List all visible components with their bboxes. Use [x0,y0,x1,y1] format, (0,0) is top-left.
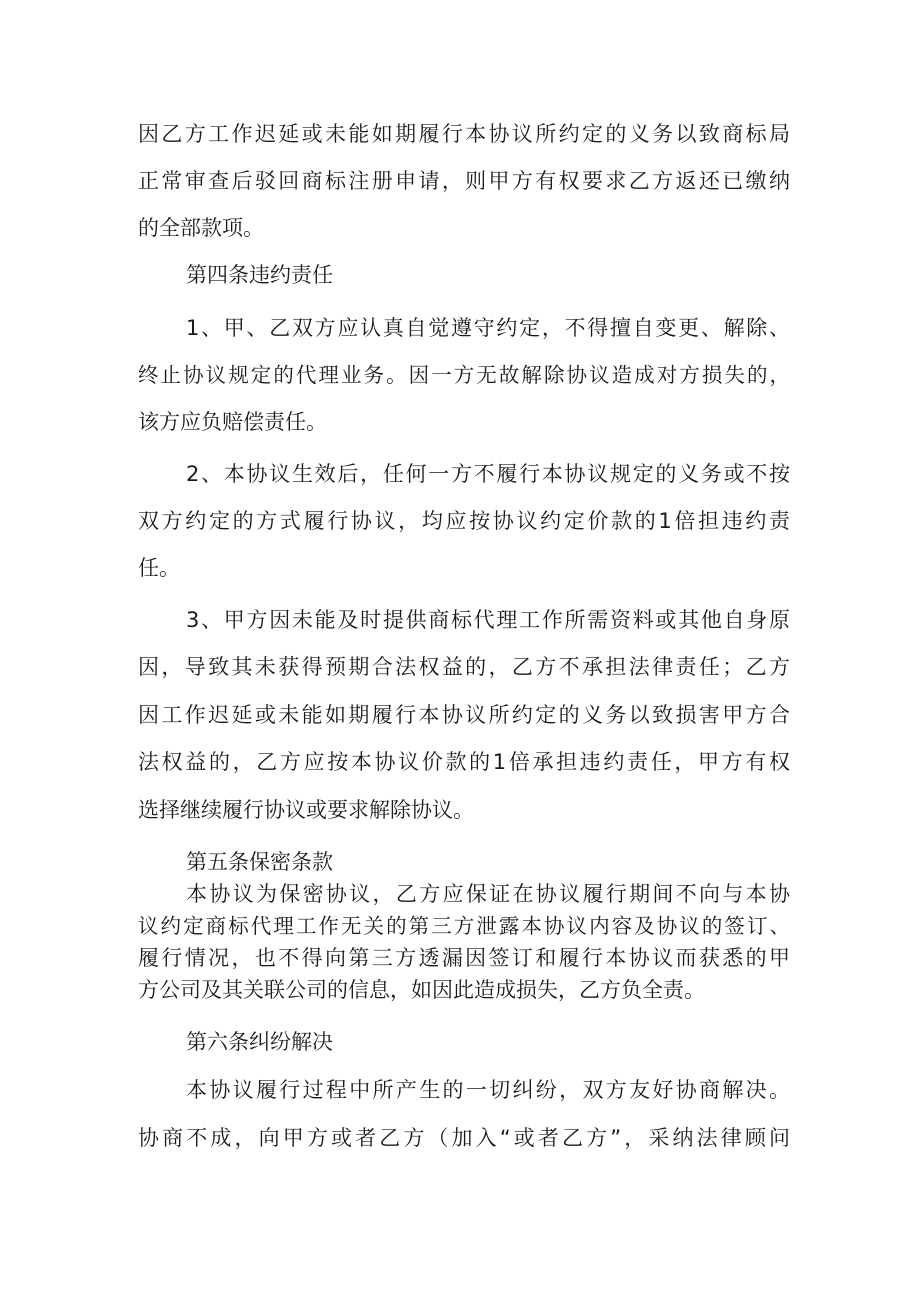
text-line: 该方应负赔偿责任。 [138,410,327,434]
text-line: 因工作迟延或未能如期履行本协议所约定的义务以致损害甲方合 [138,703,790,727]
text-line: 法权益的，乙方应按本协议价款的1倍承担违约责任，甲方有权 [138,750,790,774]
text-line: 3、甲方因未能及时提供商标代理工作所需资料或其他自身原 [186,608,790,632]
text-line: 的全部款项。 [138,216,264,240]
text-line: 选择继续履行协议或要求解除协议。 [138,798,474,822]
text-line: 任。 [138,556,180,580]
article-heading: 第四条违约责任 [186,263,333,287]
text-line: 2、本协议生效后，任何一方不履行本协议规定的义务或不按 [186,462,790,486]
text-line: 因乙方工作迟延或未能如期履行本协议所约定的义务以致商标局 [138,122,790,146]
text-line: 协商不成，向甲方或者乙方（加入“或者乙方”，采纳法律顾问 [138,1126,790,1150]
text-line: 1、甲、乙双方应认真自觉遵守约定，不得擅自变更、解除、 [186,316,790,340]
text-line: 本协议为保密协议，乙方应保证在协议履行期间不向与本协 [186,882,790,906]
text-line: 正常审查后驳回商标注册申请，则甲方有权要求乙方返还已缴纳 [138,169,790,193]
text-line: 本协议履行过程中所产生的一切纠纷，双方友好协商解决。 [186,1078,790,1102]
text-line: 终止协议规定的代理业务。因一方无故解除协议造成对方损失的， [138,363,790,387]
text-line: 方公司及其关联公司的信息，如因此造成损失，乙方负全责。 [138,978,705,1002]
text-line: 履行情况，也不得向第三方透漏因签订和履行本协议而获悉的甲 [138,946,790,970]
text-line: 双方约定的方式履行协议，均应按协议约定价款的1倍担违约责 [138,509,790,533]
article-heading: 第六条纠纷解决 [186,1030,333,1054]
text-line: 议约定商标代理工作无关的第三方泄露本协议内容及协议的签订、 [138,914,790,938]
text-line: 因，导致其未获得预期合法权益的，乙方不承担法律责任；乙方 [138,655,790,679]
article-heading: 第五条保密条款 [186,850,333,874]
